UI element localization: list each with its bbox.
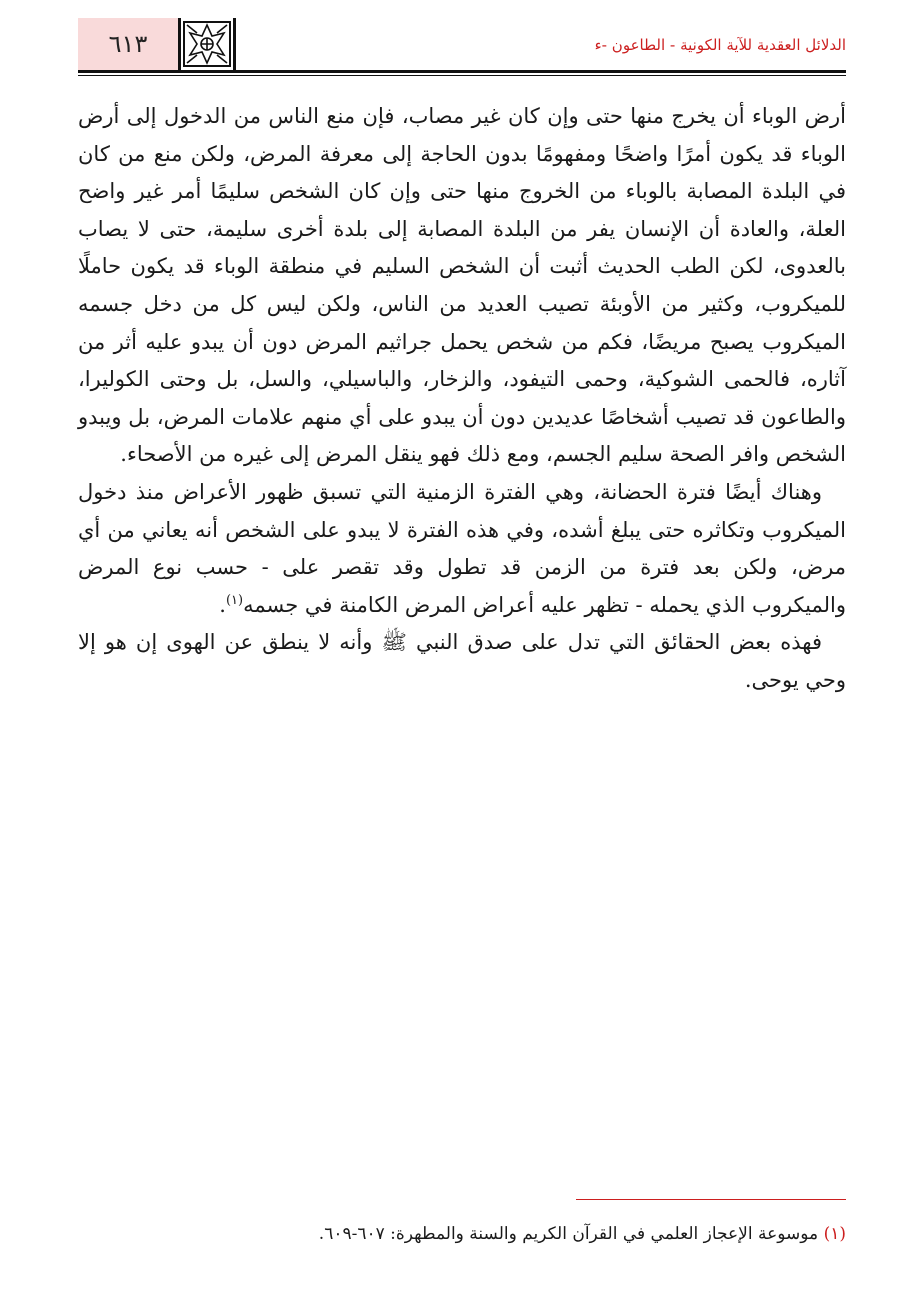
paragraph-2-end: . xyxy=(219,592,226,617)
running-title: الدلائل العقدية للآية الكونية - الطاعون -ء xyxy=(594,36,846,54)
footnote-reference[interactable]: (١) xyxy=(225,592,244,608)
footnote-separator xyxy=(576,1199,846,1200)
page-number: ٦١٣ xyxy=(78,18,178,70)
paragraph-2 xyxy=(78,474,846,624)
paragraph-2-text: وهناك أيضًا فترة الحضانة، وهي الفترة الزمنية التي تسبق ظهور الأعراض منذ دخول الميكروب وتكاثره حتى يبلغ أشده، وفي هذه الفترة لا يبدو على الشخص أنه يعاني من أي مرض، ولكن بعد فترة من الزمن قد تطول وقد تقصر على - حسب نوع المرض والميكروب الذي يحمله - تظهر عليه أعراض المرض الكامنة في جسمه xyxy=(78,479,846,617)
header-rule-thin xyxy=(78,75,846,76)
header-rule xyxy=(78,70,846,73)
footnote-text: موسوعة الإعجاز العلمي في القرآن الكريم والسنة والمطهرة: ٦٠٧-٦٠٩. xyxy=(318,1224,819,1244)
footnote-number: (١) xyxy=(823,1224,846,1244)
main-text xyxy=(78,98,846,700)
footnote xyxy=(78,1220,846,1248)
page-header xyxy=(78,18,846,74)
paragraph-3: فهذه بعض الحقائق التي تدل على صدق النبي ﷺ وأنه لا ينطق عن الهوى إن هو إلا وحي يوحى. xyxy=(78,630,846,692)
paragraph-1: أرض الوباء أن يخرج منها حتى وإن كان غير مصاب، فإن منع الناس من الدخول إلى أرض الوباء قد يكون أمرًا واضحًا ومفهومًا بدون الحاجة إلى معرفة المرض، ولكن منع من كان في البلدة المصابة بالوباء من الخروج منها حتى وإن كان الشخص سليمًا أمر غير واضح العلة، والعادة أن الإنسان يفر من البلدة المصابة إلى بلدة أخرى سليمة، حتى لا يصاب بالعدوى، لكن الطب الحديث أثبت أن الشخص السليم في منطقة الوباء قد يكون حاملًا للميكروب، وكثير من الأوبئة تصيب العديد من الناس، ولكن ليس كل من دخل جسمه الميكروب يصبح مريضًا، فكم من شخص يحمل جراثيم المرض دون أن يبدو عليه أثر من آثاره، فالحمى الشوكية، وحمى التيفود، والزخار، والباسيلي، والسل، بل وحتى الكوليرا، والطاعون قد تصيب أشخاصًا عديدين دون أن يبدو على أي منهم علامات المرض، بل ويبدو الشخص وافر الصحة سليم الجسم، ومع ذلك فهو ينقل المرض إلى غيره من الأصحاء. xyxy=(78,104,846,467)
arabesque-star-ornament-icon xyxy=(178,18,236,70)
